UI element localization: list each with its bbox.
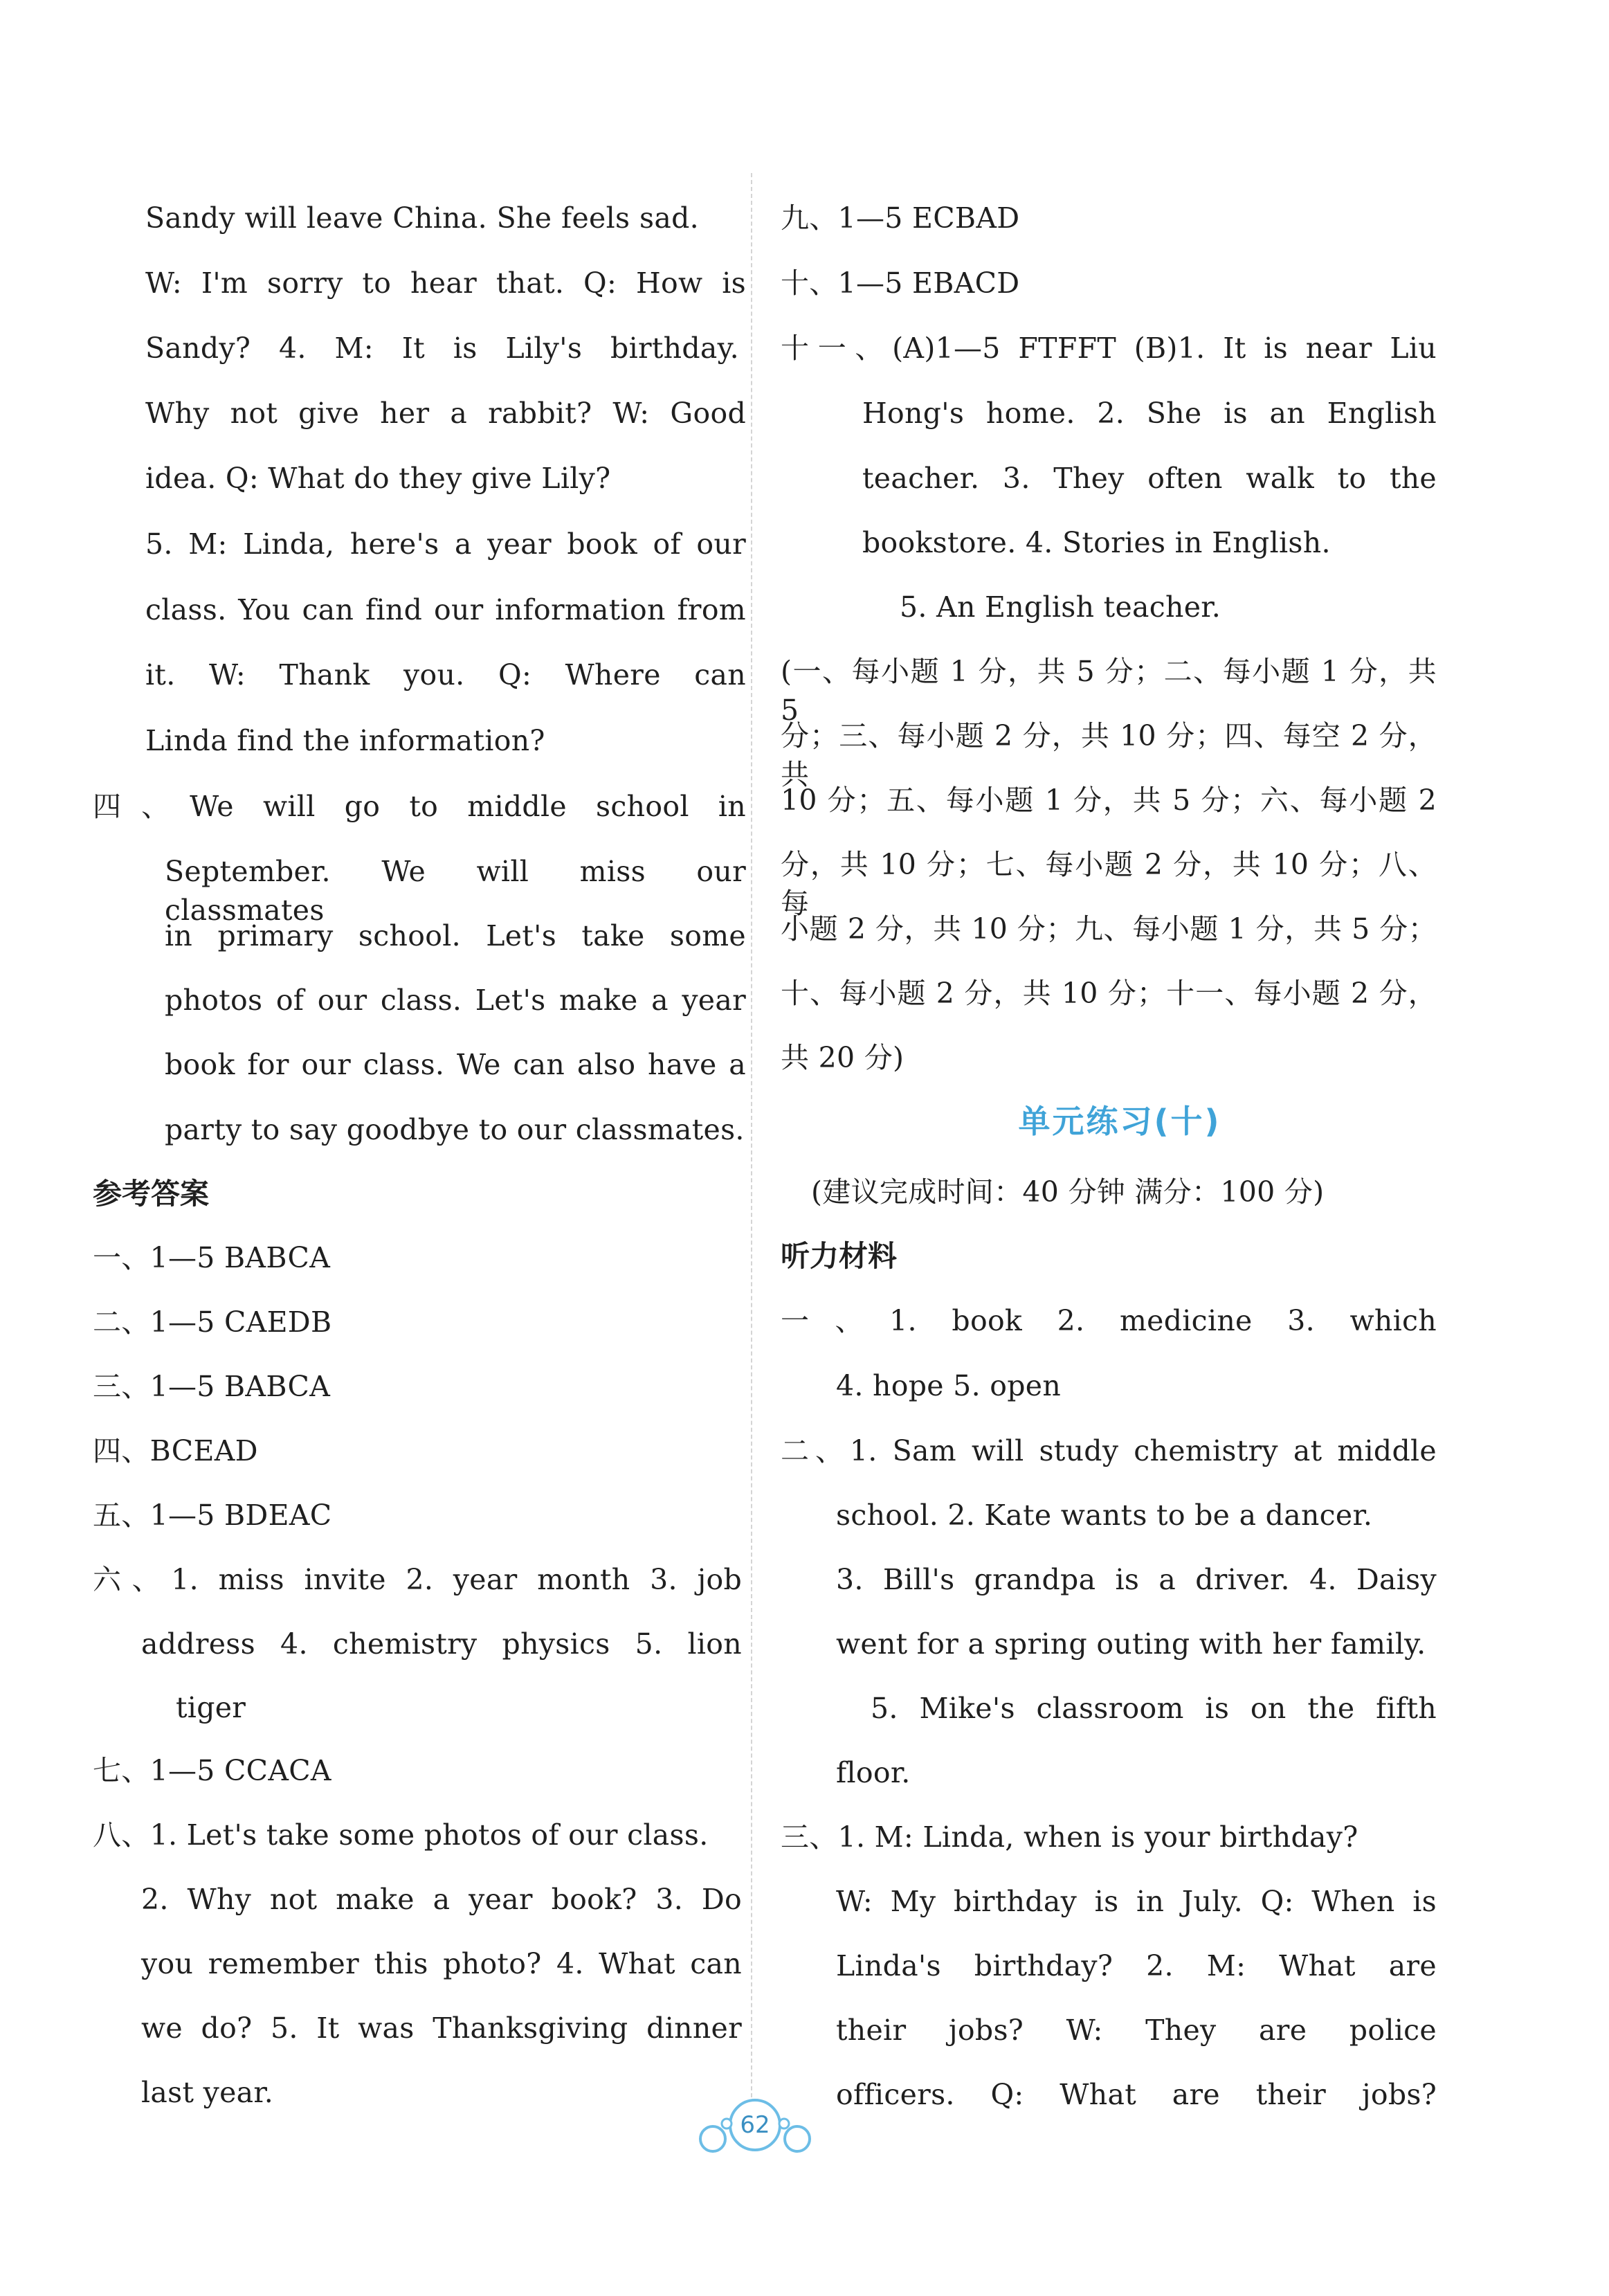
answers-heading: 参考答案 bbox=[93, 1177, 210, 1211]
answer-line: teacher. 3. They often walk to the bbox=[862, 462, 1437, 495]
answer-line: last year. bbox=[141, 2076, 274, 2109]
listening-line: 二、1. Sam will study chemistry at middle bbox=[781, 1434, 1437, 1467]
text-line: 5. M: Linda, here's a year book of our bbox=[145, 527, 746, 561]
scoring-line: 小题 2 分，共 10 分；九、每小题 1 分，共 5 分； bbox=[781, 912, 1437, 946]
column-divider bbox=[751, 173, 752, 2111]
text-line: in primary school. Let's take some bbox=[165, 919, 746, 952]
listening-line: 一、1. book 2. medicine 3. which bbox=[781, 1304, 1437, 1337]
answer-line: address 4. chemistry physics 5. lion bbox=[141, 1627, 742, 1661]
listening-line: 4. hope 5. open bbox=[836, 1369, 1062, 1402]
text-line: it. W: Thank you. Q: Where can bbox=[145, 658, 746, 691]
answer-line: 十、1—5 EBACD bbox=[781, 266, 1020, 300]
answer-line: bookstore. 4. Stories in English. bbox=[862, 526, 1331, 559]
answer-line: 五、1—5 BDEAC bbox=[93, 1499, 332, 1532]
text-line: class. You can find our information from bbox=[145, 593, 746, 626]
answer-line: we do? 5. It was Thanksgiving dinner bbox=[141, 2012, 742, 2045]
page-number: 62 bbox=[740, 2111, 770, 2139]
listening-line: 5. Mike's classroom is on the fifth bbox=[871, 1692, 1437, 1725]
listening-heading: 听力材料 bbox=[781, 1239, 898, 1273]
answer-line: 二、1—5 CAEDB bbox=[93, 1305, 332, 1339]
scoring-line: 分，共 10 分；七、每小题 2 分，共 10 分；八、每 bbox=[781, 848, 1437, 920]
text-line: photos of our class. Let's make a year bbox=[165, 984, 746, 1017]
answer-line: 八、1. Let's take some photos of our class. bbox=[93, 1818, 709, 1852]
text-line: September. We will miss our classmates bbox=[165, 855, 746, 927]
text-line: Why not give her a rabbit? W: Good bbox=[145, 397, 746, 430]
answer-line: 九、1—5 ECBAD bbox=[781, 201, 1020, 235]
listening-line: went for a spring outing with her family. bbox=[836, 1627, 1426, 1661]
listening-line: officers. Q: What are their jobs? bbox=[836, 2078, 1437, 2111]
answer-line: 十一、(A)1—5 FTFFT (B)1. It is near Liu bbox=[781, 332, 1437, 365]
answer-line: 一、1—5 BABCA bbox=[93, 1241, 331, 1274]
text-line: Sandy will leave China. She feels sad. bbox=[145, 201, 699, 235]
text-line: Linda find the information? bbox=[145, 724, 545, 757]
listening-line: 3. Bill's grandpa is a driver. 4. Daisy bbox=[836, 1563, 1437, 1596]
listening-line: their jobs? W: They are police bbox=[836, 2014, 1437, 2047]
scoring-line: 十、每小题 2 分，共 10 分；十一、每小题 2 分， bbox=[781, 977, 1437, 1010]
time-note: (建议完成时间：40 分钟 满分：100 分) bbox=[811, 1175, 1325, 1209]
listening-line: floor. bbox=[836, 1756, 911, 1789]
text-line: idea. Q: What do they give Lily? bbox=[145, 462, 611, 495]
listening-line: W: My birthday is in July. Q: When is bbox=[836, 1885, 1437, 1918]
listening-line: Linda's birthday? 2. M: What are bbox=[836, 1949, 1437, 1982]
text-line: Sandy? 4. M: It is Lily's birthday. bbox=[145, 332, 739, 365]
answer-line: you remember this photo? 4. What can bbox=[141, 1947, 742, 1980]
text-line: book for our class. We can also have a bbox=[165, 1048, 746, 1081]
unit-title: 单元练习(十) bbox=[1018, 1103, 1221, 1140]
text-line: 四、We will go to middle school in bbox=[93, 790, 746, 823]
answer-line: Hong's home. 2. She is an English bbox=[862, 397, 1437, 430]
text-line: party to say goodbye to our classmates. bbox=[165, 1113, 745, 1146]
answer-line: 四、BCEAD bbox=[93, 1434, 258, 1467]
scoring-line: 分；三、每小题 2 分，共 10 分；四、每空 2 分，共 bbox=[781, 719, 1437, 791]
scoring-line: 共 20 分) bbox=[781, 1041, 905, 1074]
scoring-line: 10 分；五、每小题 1 分，共 5 分；六、每小题 2 bbox=[781, 784, 1437, 817]
listening-line: 三、1. M: Linda, when is your birthday? bbox=[781, 1820, 1358, 1854]
answer-line: 六、1. miss invite 2. year month 3. job bbox=[93, 1563, 742, 1596]
page-number-badge bbox=[692, 2097, 824, 2167]
listening-line: school. 2. Kate wants to be a dancer. bbox=[836, 1499, 1373, 1532]
answer-line: tiger bbox=[176, 1691, 246, 1724]
answer-line: 七、1—5 CCACA bbox=[93, 1754, 331, 1787]
text-line: W: I'm sorry to hear that. Q: How is bbox=[145, 266, 746, 300]
answer-line: 三、1—5 BABCA bbox=[93, 1370, 331, 1403]
answer-line: 2. Why not make a year book? 3. Do bbox=[141, 1883, 742, 1916]
scoring-line: (一、每小题 1 分，共 5 分；二、每小题 1 分，共 5 bbox=[781, 655, 1437, 727]
answer-line: 5. An English teacher. bbox=[900, 590, 1221, 624]
